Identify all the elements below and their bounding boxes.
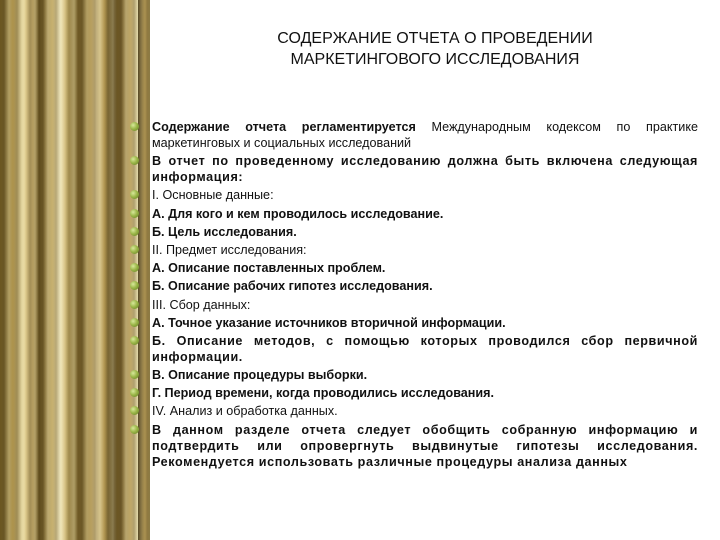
bullet-icon (130, 425, 139, 434)
list-item (150, 385, 698, 401)
list-item-text: Международным кодексом по практике маркетинговых и социальных исследований (152, 120, 698, 150)
bullet-icon (130, 245, 139, 254)
list-item (150, 333, 698, 365)
bullet-list (150, 119, 698, 472)
list-item (150, 206, 698, 222)
list-item (150, 187, 698, 203)
list-item-text: I. Основные данные: (152, 188, 274, 203)
list-item-text: А. Точное указание источников вторичной информации. (152, 315, 506, 330)
bullet-icon (130, 300, 139, 309)
list-item (150, 367, 698, 383)
slide-title (150, 28, 720, 70)
list-item (150, 242, 698, 258)
list-item-text: III. Сбор данных: (152, 297, 251, 312)
list-item-text: IV. Анализ и обработка данных. (152, 404, 338, 419)
list-item-text: Б. Описание рабочих гипотез исследования. (152, 279, 433, 294)
list-item-text: II. Предмет исследования: (152, 242, 307, 257)
bullet-icon (130, 336, 139, 345)
list-item-text: А. Описание поставленных проблем. (152, 261, 386, 276)
list-item (150, 119, 698, 151)
bullet-icon (130, 209, 139, 218)
list-item (150, 422, 698, 470)
list-item-text: В отчет по проведенному исследованию должна быть включена следующая информация: (152, 154, 698, 185)
list-item (150, 403, 698, 419)
list-item (150, 297, 698, 313)
list-item (150, 315, 698, 331)
slide-title-line-1: СОДЕРЖАНИЕ ОТЧЕТА О ПРОВЕДЕНИИ (277, 30, 593, 47)
slide-content (150, 0, 720, 540)
list-item-text: В данном разделе отчета следует обобщить собранную информацию и подтвердить или опровергнуть выдвинутые гипотезы исследования. Рекомендуется использовать различные процедуры анализа данных (152, 422, 698, 469)
bullet-icon (130, 370, 139, 379)
list-item-text: Б. Цель исследования. (152, 224, 297, 239)
slide-title-line-2: МАРКЕТИНГОВОГО ИССЛЕДОВАНИЯ (290, 51, 580, 68)
list-item (150, 153, 698, 185)
list-item-text: В. Описание процедуры выборки. (152, 368, 368, 383)
list-item-lead: Содержание отчета регламентируется (152, 120, 416, 134)
list-item-text: А. Для кого и кем проводилось исследование. (152, 206, 444, 221)
bullet-icon (130, 227, 139, 236)
list-item-text: Б. Описание методов, с помощью которых проводился сбор первичной информации. (152, 333, 698, 364)
bullet-icon (130, 122, 139, 131)
list-item-text: Г. Период времени, когда проводились исследования. (152, 386, 494, 401)
list-item (150, 278, 698, 294)
gold-curtain-decoration (0, 0, 150, 540)
list-item (150, 260, 698, 276)
list-item (150, 224, 698, 240)
bullet-icon (130, 318, 139, 327)
